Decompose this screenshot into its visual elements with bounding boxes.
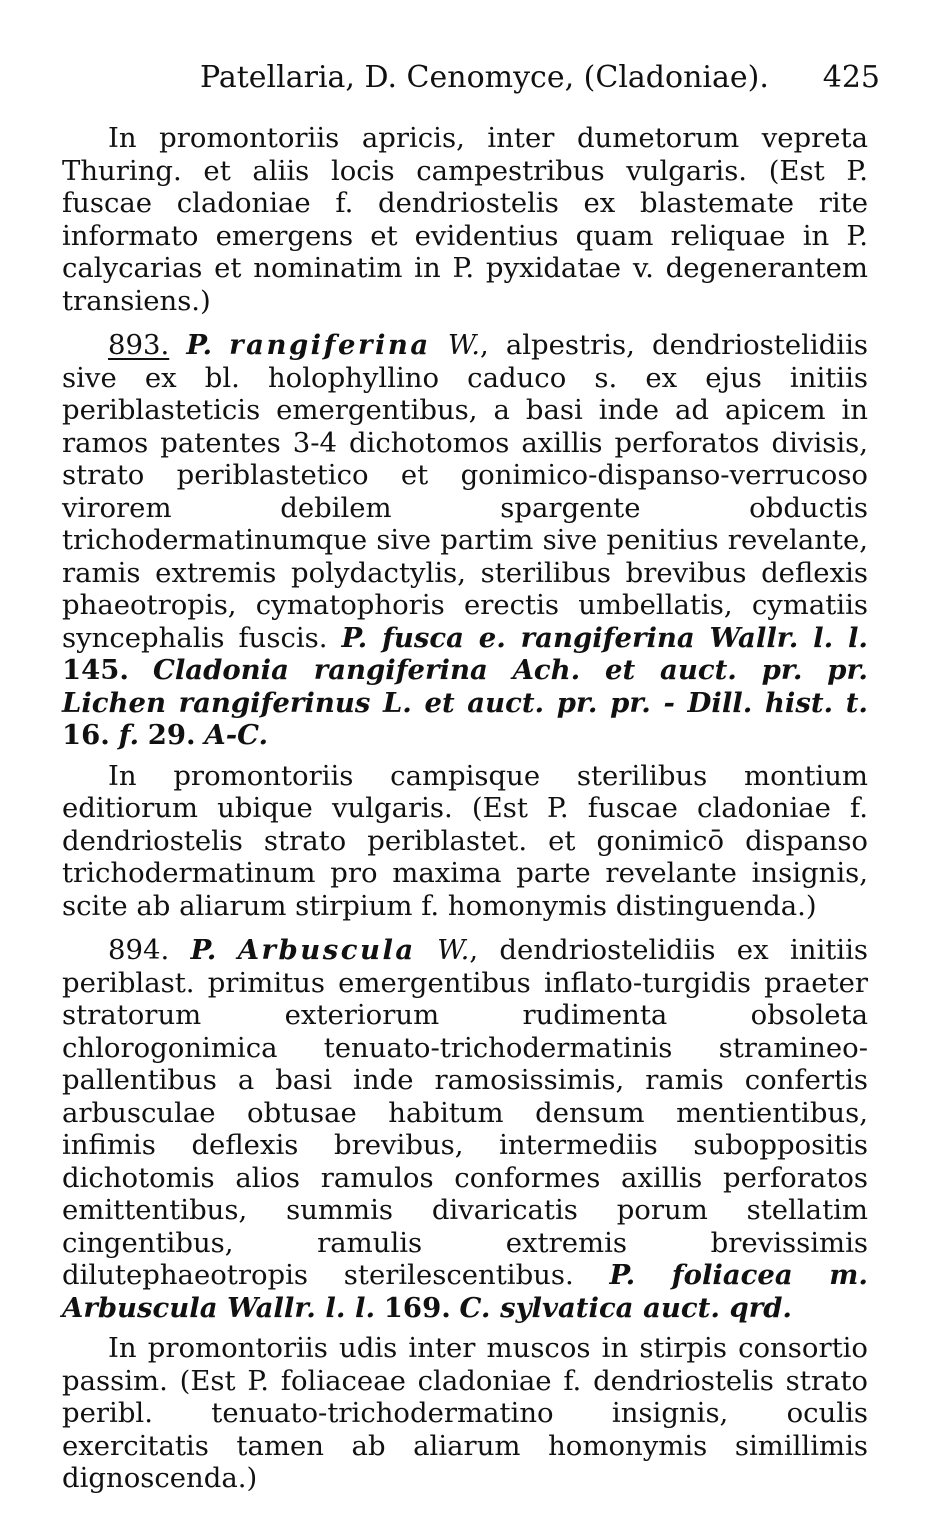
paragraph-habitat-892: In promontoriis apricis, inter dumetorum vepreta Thuring. et aliis locis campestribus vulgaris. (Est P. fuscae cladoniae f. dendriostelis ex blastemate rite informato emergens et evidentius quam reliquae in P. calycarias et nominatim in P. pyxidatae v. degenerantem transiens.) — [62, 122, 868, 317]
figure-number: 29. — [147, 719, 196, 751]
synonym-page: 169. — [383, 1291, 451, 1324]
genus-abbrev: P. — [190, 934, 217, 966]
paragraph-habitat-893: In promontoriis campisque sterilibus montium editiorum ubique vulgaris. (Est P. fuscae cladoniae f. dendriostelis strato periblastet. et gonimicō dispanso trichodermatinum pro maxima parte revelante insignis, scite ab aliarum stirpium f. homonymis distinguenda.) — [62, 759, 868, 922]
genus-abbrev: P. — [186, 329, 213, 361]
figure-range: A-C. — [204, 719, 269, 751]
running-title: Patellaria, D. Cenomyce, (Cladoniae). — [200, 60, 769, 95]
entry-893 — [62, 329, 868, 752]
entry-number: 893. — [108, 329, 170, 361]
author-abbrev: W. — [437, 934, 470, 966]
paragraph-habitat-894: In promontoriis udis inter muscos in stirpis consortio passim. (Est P. foliaceae cladoniae f. dendriostelis strato peribl. tenuato-trichodermatino insignis, oculis exercitatis tamen ab aliarum homonymis simillimis dignoscenda.) — [62, 1332, 868, 1494]
page-body — [62, 122, 868, 1495]
author-abbrev: W. — [447, 329, 481, 361]
entry-description: , dendriostelidiis ex initiis periblast. primitus emergentibus inflato-turgidis praeter stratorum exteriorum rudimenta obsoleta chlorogonimica tenuato-trichodermatinis stramineo-pallentibus a basi inde ramosissimis, ramis confertis arbusculae obtusae habitum densum mentientibus, infimis deflexis brevibus, intermediis suboppositis dichotomis alios ramulos conformes axillis perforatos emittentibus, summis divaricatis porum stellatim cingentibus, ramulis extremis brevissimis dilutephaeotropis sterilescentibus. — [62, 934, 869, 1291]
synonym-ref: P. foliacea m. Arbuscula Wallr. l. l. — [62, 1259, 868, 1324]
synonym-page: 145. — [62, 654, 129, 686]
entry-894 — [62, 934, 868, 1324]
synonym-ref: C. sylvatica auct. qrd. — [459, 1291, 793, 1324]
plate-number: 16. — [62, 719, 110, 751]
species-name: Arbuscula — [237, 934, 416, 966]
entry-description: , alpestris, dendriostelidiis sive ex bl. holophyllino caduco s. ex ejus initiis periblasteticis emergentibus, a basi inde ad apicem in ramos patentes 3-4 dichotomos axillis perforatos divisis, strato periblastetico et gonimico-dispanso-verrucoso virorem debilem spargente obductis trichodermatinumque sive partim sive penitius revelante, ramis extremis polydactylis, sterilibus brevibus deflexis phaeotropis, cymatophoris erectis umbellatis, cymatiis syncephalis fuscis. — [62, 329, 869, 654]
entry-number: 894. — [108, 934, 170, 966]
figure-abbrev: f. — [118, 719, 140, 751]
page-number: 425 — [822, 60, 880, 95]
running-header — [200, 56, 880, 100]
synonym-ref: Cladonia rangiferina Ach. et auct. pr. pr. Lichen rangiferinus L. et auct. pr. pr. - Dill. hist. t. — [62, 654, 868, 719]
synonym-ref: P. fusca e. rangiferina Wallr. l. l. — [341, 621, 869, 654]
species-name: rangiferina — [229, 329, 431, 361]
